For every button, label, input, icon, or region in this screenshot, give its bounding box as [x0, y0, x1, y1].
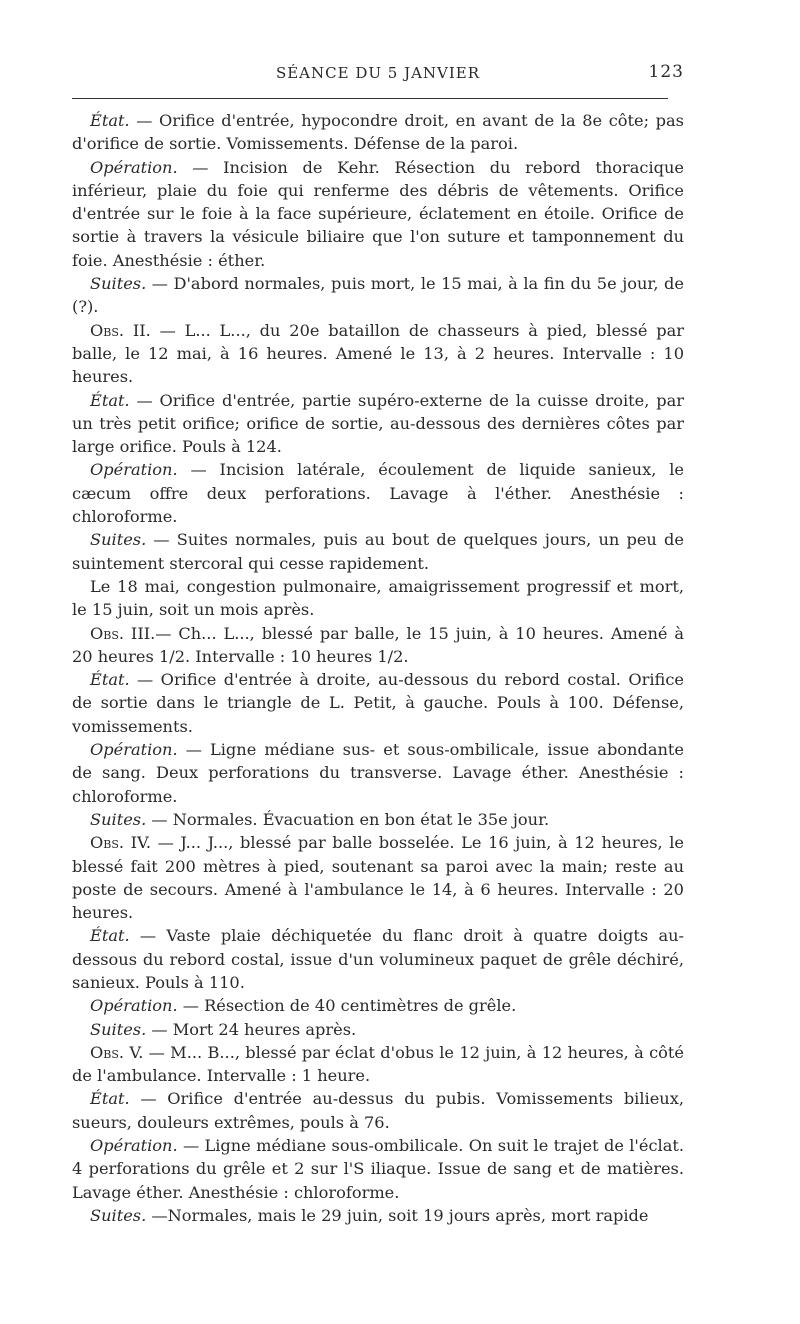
- paragraph-text: — Orifice d'entrée au-dessus du pubis. Vomissements bilieux, sueurs, douleurs extrêmes, pouls à 76.: [72, 1089, 684, 1132]
- paragraph-label: Opération.: [90, 157, 178, 177]
- paragraph-label: Opération.: [90, 460, 178, 480]
- paragraph-text: — Mort 24 heures après.: [146, 1019, 357, 1039]
- paragraph: [72, 272, 684, 319]
- book-page: [72, 60, 684, 1227]
- paragraph-text: —Normales, mais le 29 juin, soit 19 jours après, mort rapide: [146, 1205, 649, 1225]
- paragraph: [72, 156, 684, 272]
- paragraph-text: — M... B..., blessé par éclat d'obus le 12 juin, à 12 heures, à côté de l'ambulance. Intervalle : 1 heure.: [72, 1042, 684, 1086]
- paragraph-label: Suites.: [90, 274, 147, 294]
- page-header: [72, 60, 684, 90]
- body-text: [72, 109, 684, 1227]
- paragraph: [72, 575, 684, 622]
- paragraph: [72, 458, 684, 528]
- paragraph-text: — Orifice d'entrée, partie supéro-externe de la cuisse droite, par un très petit orifice; orifice de sortie, au-dessous des dernières côtes par large orifice. Pouls à 124.: [72, 390, 684, 457]
- paragraph: [72, 109, 684, 156]
- paragraph: [72, 831, 684, 924]
- header-rule: [72, 98, 668, 99]
- paragraph: [72, 622, 684, 669]
- paragraph-label: État.: [90, 926, 130, 946]
- paragraph-label: Opération.: [90, 1136, 178, 1156]
- paragraph-text: — Normales. Évacuation en bon état le 35e jour.: [146, 809, 550, 829]
- paragraph-label: Opération.: [90, 740, 178, 760]
- paragraph-text: — L... L..., du 20e bataillon de chasseurs à pied, blessé par balle, le 12 mai, à 16 heures. Amené le 13, à 2 heures. Intervalle : 10 heures.: [72, 320, 684, 387]
- paragraph-label: Obs. II.: [90, 320, 151, 340]
- paragraph: [72, 1204, 684, 1227]
- paragraph-label: Suites.: [90, 1205, 147, 1225]
- paragraph: [72, 389, 684, 459]
- paragraph: [72, 528, 684, 575]
- paragraph: [72, 1087, 684, 1134]
- paragraph: [72, 1018, 684, 1041]
- paragraph-label: Obs. IV.: [90, 833, 152, 853]
- paragraph-label: État.: [90, 111, 130, 130]
- paragraph-text: — Orifice d'entrée à droite, au-dessous du rebord costal. Orifice de sortie dans le triangle de L. Petit, à gauche. Pouls à 100. Défense, vomissements.: [72, 670, 684, 736]
- paragraph-label: Obs. V.: [90, 1042, 144, 1062]
- paragraph: [72, 1134, 684, 1204]
- paragraph-text: — Résection de 40 centimètres de grêle.: [177, 996, 517, 1016]
- paragraph: [72, 808, 684, 831]
- paragraph-text: — Suites normales, puis au bout de quelques jours, un peu de suintement stercoral qui cesse rapidement.: [72, 530, 684, 573]
- paragraph-label: Obs. III.: [90, 623, 156, 643]
- paragraph-text: — D'abord normales, puis mort, le 15 mai, à la fin du 5e jour, de (?).: [72, 274, 684, 317]
- paragraph-label: Suites.: [90, 809, 147, 829]
- paragraph-text: — Ligne médiane sous-ombilicale. On suit le trajet de l'éclat. 4 perforations du grêle et 2 sur l'S iliaque. Issue de sang et de matières. Lavage éther. Anesthésie : chloroforme.: [72, 1136, 684, 1202]
- paragraph-text: — Incision de Kehr. Résection du rebord thoracique inférieur, plaie du foie qui renferme des débris de vêtements. Orifice d'entrée sur le foie à la face supérieure, éclatement en étoile. Orifice de sortie à travers la vésicule biliaire que l'on suture et tamponnement du foie. Anesthésie : éther.: [72, 157, 684, 270]
- paragraph-text: Le 18 mai, congestion pulmonaire, amaigrissement progressif et mort, le 15 juin, soit un mois après.: [72, 576, 684, 620]
- paragraph-label: État.: [90, 390, 130, 410]
- paragraph-label: État.: [90, 670, 130, 690]
- paragraph: [72, 994, 684, 1017]
- paragraph: [72, 319, 684, 389]
- paragraph-text: — Vaste plaie déchiquetée du flanc droit à quatre doigts au-dessous du rebord costal, issue d'un volumineux paquet de grêle déchiré, sanieux. Pouls à 110.: [72, 926, 684, 992]
- paragraph-label: Suites.: [90, 1019, 147, 1039]
- paragraph-label: Suites.: [90, 530, 147, 550]
- running-title: SÉANCE DU 5 JANVIER: [275, 64, 481, 82]
- paragraph-text: — Ch... L..., blessé par balle, le 15 juin, à 10 heures. Amené à 20 heures 1/2. Intervalle : 10 heures 1/2.: [72, 623, 685, 666]
- paragraph: [72, 1041, 684, 1088]
- paragraph-text: — Incision latérale, écoulement de liquide sanieux, le cæcum offre deux perforations. Lavage à l'éther. Anesthésie : chloroforme.: [72, 460, 684, 527]
- paragraph-label: Opération.: [90, 996, 178, 1016]
- paragraph: [72, 738, 684, 808]
- paragraph-text: — Orifice d'entrée, hypocondre droit, en avant de la 8e côte; pas d'orifice de sortie. Vomissements. Défense de la paroi.: [72, 111, 684, 154]
- page-number: 123: [648, 62, 684, 82]
- paragraph-text: — Ligne médiane sus- et sous-ombilicale, issue abondante de sang. Deux perforations du transverse. Lavage éther. Anesthésie : chloroforme.: [72, 740, 684, 806]
- paragraph-text: — J... J..., blessé par balle bosselée. Le 16 juin, à 12 heures, le blessé fait 200 mètres à pied, soutenant sa paroi avec la main; reste au poste de secours. Amené à l'ambulance le 14, à 6 heures. Intervalle : 20 heures.: [72, 833, 684, 923]
- paragraph: [72, 668, 684, 738]
- paragraph-label: État.: [90, 1089, 130, 1109]
- paragraph: [72, 924, 684, 994]
